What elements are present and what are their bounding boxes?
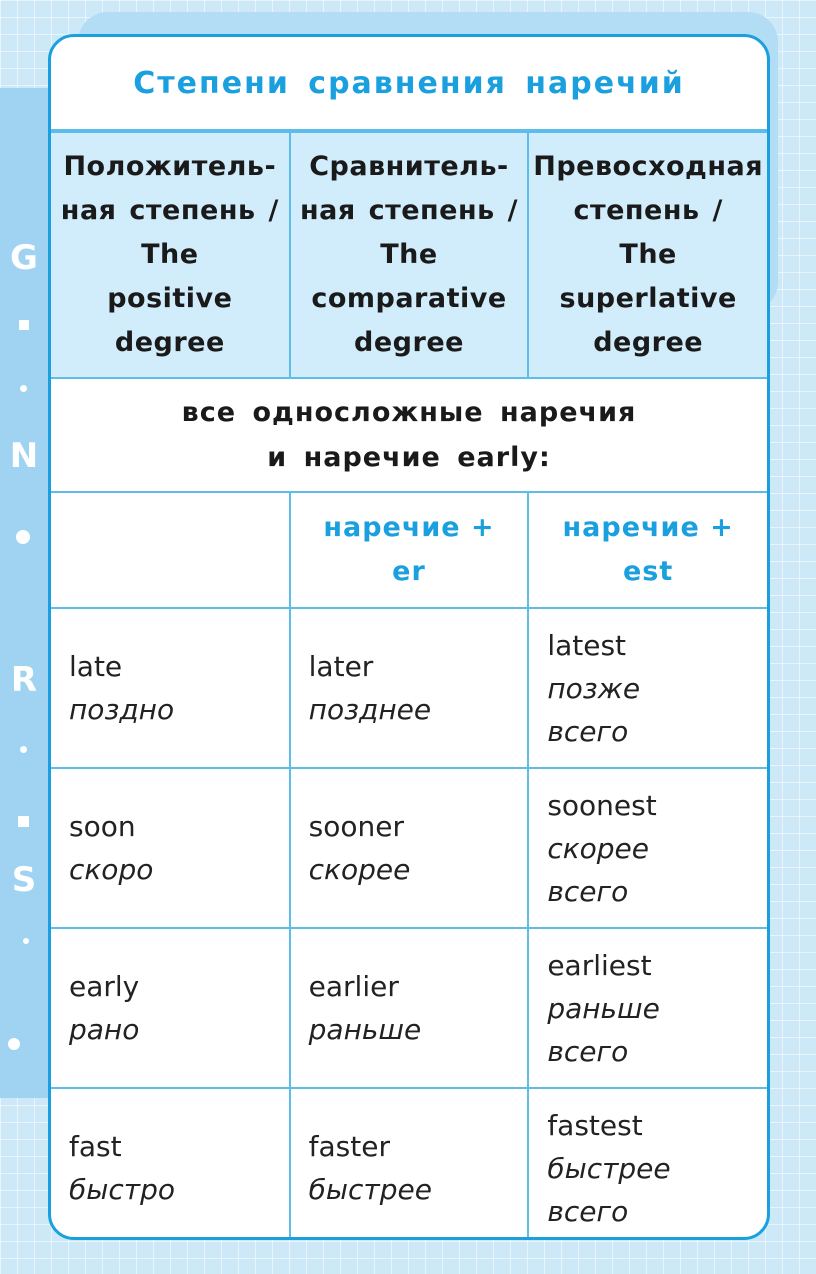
russian-translation: поздно	[69, 693, 175, 726]
cell-positive	[51, 608, 290, 768]
title-row	[51, 37, 767, 131]
cell-positive	[51, 1088, 290, 1240]
rule-row	[51, 378, 767, 492]
header-line: positive	[107, 283, 233, 314]
english-word: early	[69, 970, 140, 1003]
cell-comparative	[290, 608, 529, 768]
comparison-table	[51, 131, 767, 1240]
russian-translation: всего	[547, 874, 629, 908]
cell-superlative	[528, 608, 767, 768]
header-comparative	[290, 132, 529, 378]
header-line: Сравнитель-	[309, 151, 509, 182]
english-word: soonest	[547, 788, 657, 822]
header-line: Положитель-	[63, 151, 277, 182]
header-row	[51, 132, 767, 378]
cell-comparative	[290, 768, 529, 928]
cell-comparative	[290, 928, 529, 1088]
side-dot-decoration	[8, 1038, 20, 1050]
russian-translation: быстрее	[308, 1173, 432, 1206]
english-word: sooner	[308, 810, 404, 843]
english-word: later	[308, 650, 374, 683]
russian-translation: всего	[547, 1194, 629, 1228]
russian-translation: скорее	[547, 831, 649, 865]
rule-line: и наречие early:	[267, 442, 551, 473]
table-row	[51, 1088, 767, 1240]
english-word: earliest	[547, 948, 652, 982]
formula-line: наречие +	[323, 512, 495, 543]
cell-superlative	[528, 1088, 767, 1240]
formula-line: est	[623, 556, 674, 587]
header-line: degree	[354, 327, 464, 358]
english-word: earlier	[308, 970, 399, 1003]
table-title: Степени сравнения наречий	[133, 65, 685, 101]
russian-translation: скорее	[308, 853, 411, 886]
cell-superlative	[528, 928, 767, 1088]
english-word: faster	[308, 1130, 390, 1163]
formula-line: er	[392, 556, 426, 587]
russian-translation: позже	[547, 671, 641, 705]
english-word: fastest	[547, 1108, 643, 1142]
side-dot-decoration	[23, 938, 29, 944]
side-letter: N	[9, 436, 39, 476]
russian-translation: скоро	[69, 853, 154, 886]
header-line: The	[380, 239, 438, 270]
english-word: fast	[69, 1130, 122, 1163]
russian-translation: раньше	[308, 1013, 422, 1046]
header-line: comparative	[311, 283, 507, 314]
rule-line: все односложные наречия	[181, 397, 637, 428]
formula-line: наречие +	[562, 512, 734, 543]
rule-cell	[51, 378, 767, 492]
russian-translation: быстрее	[547, 1151, 671, 1185]
header-line: The	[619, 239, 677, 270]
header-line: superlative	[559, 283, 737, 314]
side-letter: S	[11, 860, 37, 900]
header-positive	[51, 132, 290, 378]
table-row	[51, 768, 767, 928]
cell-positive	[51, 928, 290, 1088]
side-dot-decoration	[20, 385, 27, 392]
side-dot-decoration	[16, 530, 30, 544]
header-line: Превосходная	[533, 151, 764, 182]
header-line: The	[141, 239, 199, 270]
header-superlative	[528, 132, 767, 378]
table-row	[51, 928, 767, 1088]
formula-cell-superlative	[528, 492, 767, 608]
russian-translation: всего	[547, 714, 629, 748]
formula-cell-comparative	[290, 492, 529, 608]
side-square-decoration	[18, 816, 29, 827]
english-word: late	[69, 650, 123, 683]
side-dot-decoration	[20, 746, 27, 753]
header-line: degree	[593, 327, 704, 358]
side-letter: G	[10, 238, 38, 278]
russian-translation: быстро	[69, 1173, 175, 1206]
cell-positive	[51, 768, 290, 928]
english-word: soon	[69, 810, 136, 843]
side-square-decoration	[19, 320, 29, 330]
formula-cell-positive	[51, 492, 290, 608]
adverb-comparison-card	[48, 34, 770, 1240]
russian-translation: рано	[69, 1013, 140, 1046]
cell-comparative	[290, 1088, 529, 1240]
english-word: latest	[547, 628, 627, 662]
header-line: степень /	[573, 195, 723, 226]
russian-translation: раньше	[547, 991, 660, 1025]
russian-translation: всего	[547, 1034, 629, 1068]
russian-translation: позднее	[308, 693, 432, 726]
header-line: degree	[114, 327, 225, 358]
side-letter: R	[10, 660, 38, 700]
cell-superlative	[528, 768, 767, 928]
table-row	[51, 608, 767, 768]
header-line: ная степень /	[299, 195, 518, 226]
side-decoration-strip	[0, 88, 48, 1098]
header-line: ная степень /	[60, 195, 279, 226]
formula-row	[51, 492, 767, 608]
